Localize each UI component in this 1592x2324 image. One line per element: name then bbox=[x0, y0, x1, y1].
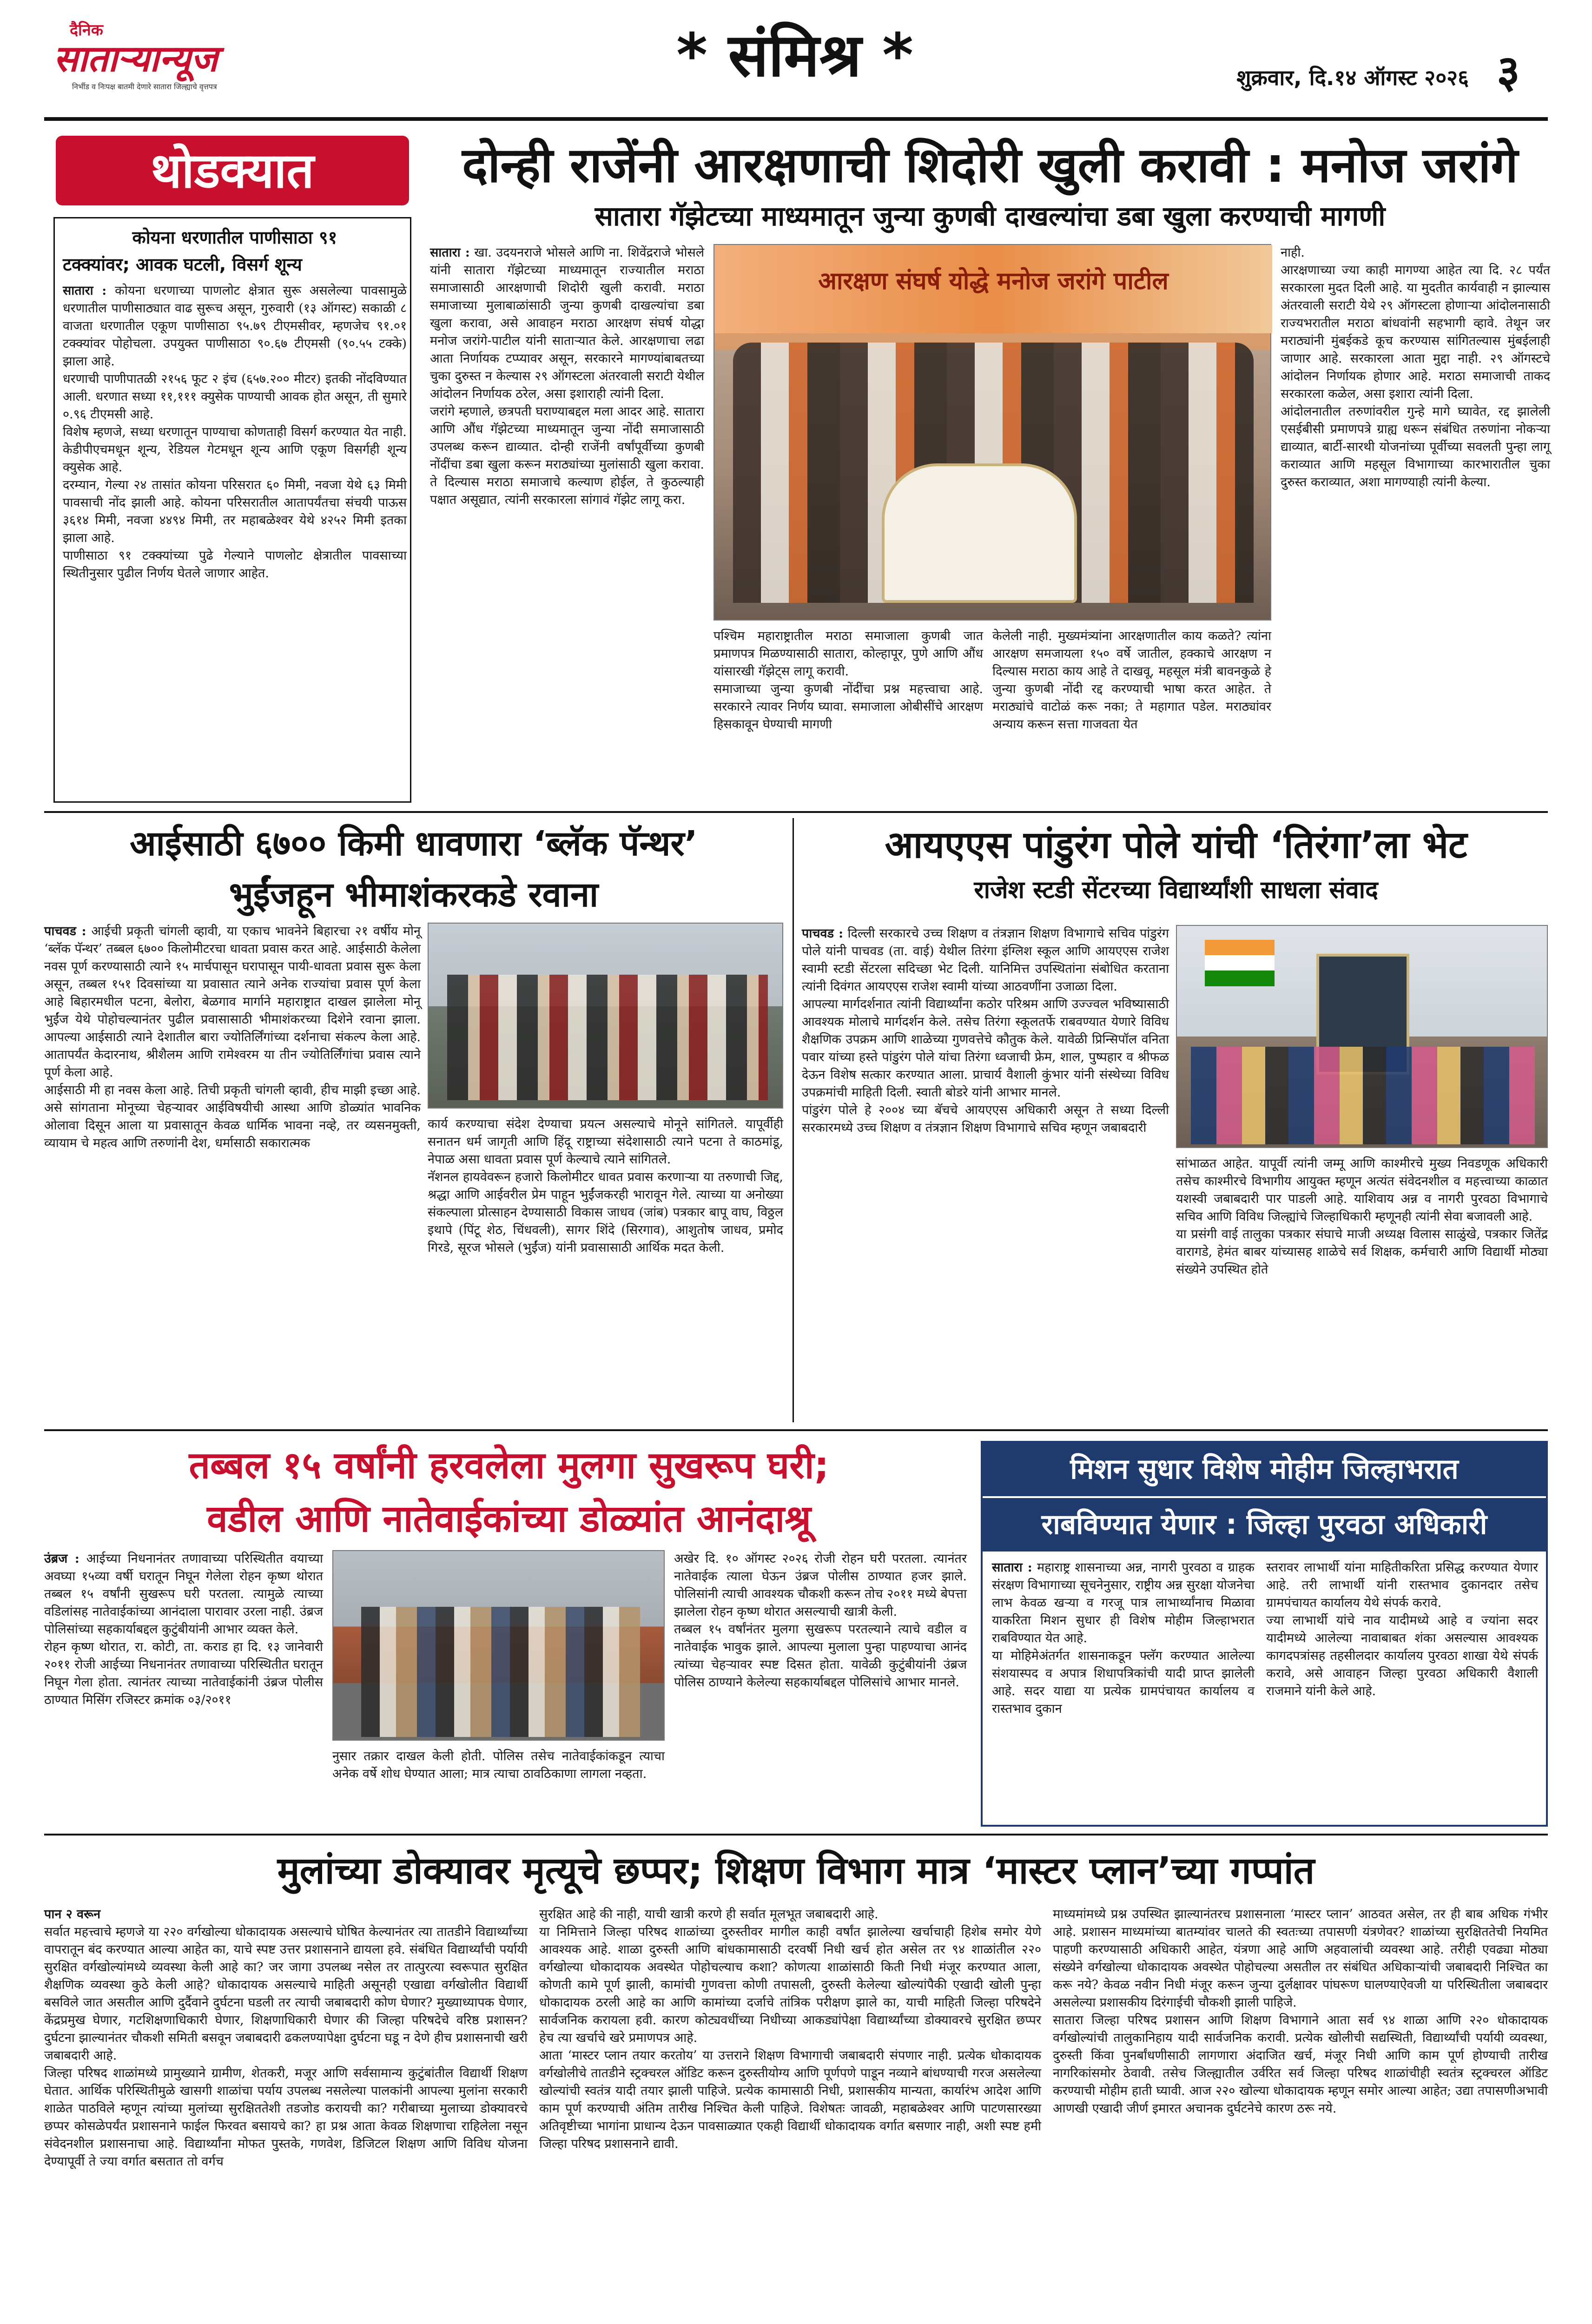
ias-photo-people bbox=[1191, 1047, 1535, 1144]
vertical-divider-mid bbox=[793, 818, 794, 1422]
lead-dateline: सातारा : bbox=[430, 245, 470, 260]
missing-headline-line2: वडील आणि नातेवाईकांच्या डोळ्यांत आनंदाश्रू bbox=[207, 1497, 811, 1540]
missing-photo bbox=[332, 1550, 665, 1741]
mission-col1 bbox=[992, 1559, 1255, 1824]
schools-headline: मुलांच्या डोक्यावर मृत्यूचे छप्पर; शिक्षण विभाग मात्र ‘मास्टर प्लान’च्या गप्पांत bbox=[277, 1849, 1315, 1892]
panther-headline-line2: भुईंजहून भीमाशंकरकडे रवाना bbox=[229, 875, 599, 915]
panther-dateline: पाचवड : bbox=[44, 924, 86, 938]
lead-photo bbox=[713, 244, 1271, 621]
ias-col1-text: दिल्ली सरकारचे उच्च शिक्षण व तंत्रज्ञान शिक्षण विभागाचे सचिव पांडुरंग पोले यांनी पाचवड (ता. वाई) येथील तिरंगा इंग्लिश स्कूल आणि आयएएस राजेश स्वामी स्टडी सेंटरला सदिच्छा भेट दिली. यानिमित्त उपस्थितांना संबोधित करताना त्यांनी दिवंगत आयएएस राजेश स्वामी यांच्या आठवणींना उजाळा दिला. आपल्या मार्गदर्शनात त्यांनी विद्यार्थ्यांना कठोर परिश्रम आणि उज्ज्वल भविष्यासाठी आवश्यक मोलाचे मार्गदर्शन केले. तसेच तिरंगा स्कूलतर्फे राबवण्यात येणारे विविध शैक्षणिक उपक्रम आणि शाळेच्या गुणवत्तेचे कौतुक केले. यावेळी प्रिन्सिपॉल वनिता पवार यांच्या हस्ते पांडुरंग पोले यांचा तिरंगा ध्वजाची फ्रेम, शाल, पुष्पहार व श्रीफळ देऊन विशेष सत्कार करण्यात आला. प्राचार्य वैशाली कुंभार यांनी संस्थेच्या विविध उपक्रमांची माहिती दिली. स्वाती बोडरे यांनी आभार मानले. पांडुरंग पोले हे २००४ च्या बॅचचे आयएएस अधिकारी असून ते सध्या दिल्ली सरकारमध्ये उच्च शिक्षण व तंत्रज्ञान शिक्षण विभागाचे सचिव म्हणून जबाबदारी bbox=[802, 926, 1169, 1135]
divider-3 bbox=[44, 1834, 1548, 1835]
thodkyat-headline-line2: टक्क्यांवर; आवक घटली, विसर्ग शून्य bbox=[63, 254, 302, 275]
mission-col2: स्तरावर लाभार्थी यांना माहितीकरिता प्रसिद्ध करण्यात येणार आहे. तरी लाभार्थी यांनी रास्तभाव दुकानदार तसेच ग्रामपंचायत कार्यालय येथे संपर्क करावे. ज्या लाभार्थी यांचे नाव यादीमध्ये आहे व ज्यांना सदर यादीमध्ये आलेल्या नावाबाबत शंका असल्यास आवश्यक कागदपत्रांसह तहसीलदार कार्यालय पुरवठा शाखा येथे संपर्क करावे, असे आवाहन जिल्हा पुरवठा अधिकारी वैशाली राजमाने यांनी केले आहे. bbox=[1266, 1560, 1538, 1698]
thodkyat-headline-line1: कोयना धरणातील पाणीसाठा ९१ bbox=[132, 227, 337, 248]
section-title: * संमिश्र * bbox=[676, 21, 913, 90]
ias-col2: सांभाळत आहेत. यापूर्वी त्यांनी जम्मू आणि काश्मीरचे मुख्य निवडणूक अधिकारी तसेच काश्मीरचे विभागीय आयुक्त म्हणून अत्यंत संवेदनशील व महत्त्वाच्या काळात यशस्वी जबाबदारी पार पाडली आहे. याशिवाय अन्न व नागरी पुरवठा विभागाचे सचिव आणि विविध जिल्ह्यांचे जिल्हाधिकारी म्हणूनही त्यांनी सेवा बजावली आहे. या प्रसंगी वाई तालुका पत्रकार संघाचे माजी अध्यक्ष विलास साळुंखे, पत्रकार जितेंद्र वारागडे, हेमंत बाबर यांच्यासह शाळेचे सर्व शिक्षक, कर्मचारी आणि विद्यार्थी मोठ्या संख्येने उपस्थित होते bbox=[1176, 1156, 1548, 1277]
thodkyat-dateline: सातारा : bbox=[63, 284, 107, 298]
missing-dateline: उंब्रज : bbox=[44, 1552, 79, 1566]
panther-photo-people bbox=[447, 975, 768, 1100]
mission-box bbox=[981, 1441, 1548, 1827]
divider-1 bbox=[44, 811, 1548, 813]
schools-col3: माध्यमांमध्ये प्रश्न उपस्थित झाल्यानंतरच प्रशासनाला ‘मास्टर प्लान’ आठवत असेल, तर ही बाब अधिक गंभीर आहे. प्रशासन माध्यमांच्या बातम्यांवर चालते की स्वतःच्या तपासणी यंत्रणेवर? शाळांच्या सुरक्षिततेची नियमित पाहणी करण्यासाठी अधिकारी आहेत, यंत्रणा आहे आणि अहवालांची व्यवस्था आहे. तरीही एवढ्या मोठ्या संख्येने वर्गखोल्या धोकादायक अवस्थेत पोहोचल्या असतील तर संबंधित अधिकाऱ्यांची जबाबदारी निश्चित का करू नये? केवळ नवीन निधी मंजूर करून जुन्या दुर्लक्षावर पांघरूण घालण्याऐवजी या परिस्थितीला जबाबदार असलेल्या प्रशासकीय दिरंगाईची चौकशी झाली पाहिजे. सातारा जिल्हा परिषद प्रशासन आणि शिक्षण विभागाने आता सर्व ९४ शाळा आणि २२० धोकादायक वर्गखोल्यांची तालुकानिहाय यादी सार्वजनिक करावी. प्रत्येक खोलीची सद्यस्थिती, विद्यार्थ्यांची पर्यायी व्यवस्था, दुरुस्ती किंवा पुनर्बांधणीसाठी लागणारा अंदाजित खर्च, मंजूर निधी आणि काम पूर्ण होण्याची तारीख नागरिकांसमोर ठेवावी. तसेच जिल्ह्यातील उर्वरित सर्व जिल्हा परिषद शाळांचीही स्वतंत्र स्ट्रक्चरल ऑडिट करण्याची मोहीम हाती घ्यावी. आज २२० खोल्या धोकादायक म्हणून समोर आल्या आहेत; उद्या तपासणीअभावी आणखी एखादी जीर्ण इमारत अचानक दुर्घटनेचे कारण ठरू नये. bbox=[1053, 1907, 1548, 2116]
missing-col3: अखेर दि. १० ऑगस्ट २०२६ रोजी रोहन घरी परतला. त्यानंतर नातेवाईक त्याला घेऊन उंब्रज पोलीस ठाण्यात हजर झाले. पोलिसांनी त्याची आवश्यक चौकशी करून तोच २०११ मध्ये बेपत्ता झालेला रोहन कृष्ण थोरात असल्याची खात्री केली. तब्बल १५ वर्षांनंतर मुलगा सुखरूप परतल्याने त्याचे वडील व नातेवाईक भावुक झाले. आपल्या मुलाला पुन्हा पाहण्याचा आनंद त्यांच्या चेहऱ्यावर स्पष्ट दिसत होता. यावेळी कुटुंबीयांनी उंब्रज पोलिस ठाण्याने केलेल्या सहकार्याबद्दल पोलिसांचे आभार मानले. bbox=[674, 1552, 967, 1690]
mission-headline-line1: मिशन सुधार विशेष मोहीम जिल्हाभरात bbox=[983, 1443, 1546, 1496]
lead-headline: दोन्ही राजेंनी आरक्षणाची शिदोरी खुली करावी : मनोज जरांगे bbox=[462, 137, 1518, 193]
ias-dateline: पाचवड : bbox=[802, 926, 844, 941]
masthead-rule bbox=[44, 117, 1548, 121]
mission-col1-text: महाराष्ट्र शासनाच्या अन्न, नागरी पुरवठा व ग्राहक संरक्षण विभागाच्या सूचनेनुसार, राष्ट्रीय अन्न सुरक्षा योजनेचा लाभ केवळ खऱ्या व गरजू पात्र लाभार्थ्यांनाच मिळावा याकरिता मिशन सुधार ही विशेष मोहीम जिल्हाभरात राबविण्यात येत आहे. या मोहिमेअंतर्गत शासनाकडून फ्लॅग करण्यात आलेल्या संशयास्पद व अपात्र शिधापत्रिकांची यादी प्राप्त झालेली आहे. सदर याद्या या प्रत्येक ग्रामपंचायत कार्यालय व रास्तभाव दुकान bbox=[992, 1560, 1255, 1716]
lead-col1 bbox=[430, 244, 704, 802]
missing-col1 bbox=[44, 1550, 323, 1824]
page-number: ३ bbox=[1497, 46, 1520, 98]
thodkyat-body-text: कोयना धरणाच्या पाणलोट क्षेत्रात सुरू असलेल्या पावसामुळे धरणातील पाणीसाठ्यात वाढ सुरूच असून, गुरुवारी (१३ ऑगस्ट) सकाळी ८ वाजता धरणातील एकूण पाणीसाठा ९५.७९ टीएमसीवर, म्हणजेच ९१.०१ टक्क्यांवर पोहोचला. उपयुक्त पाणीसाठा ९०.६७ टीएमसी (९०.५५ टक्के) झाला आहे. धरणाची पाणीपातळी २१५६ फूट २ इंच (६५७.२०० मीटर) इतकी नोंदविण्यात आली. धरणात सध्या ११,१११ क्युसेक पाण्याची आवक होत असून, ती सुमारे ०.९६ टीएमसी आहे. विशेष म्हणजे, सध्या धरणातून पाण्याचा कोणताही विसर्ग करण्यात येत नाही. केडीपीएचमधून शून्य, रेडियल गेटमधून शून्य आणि एकूण विसर्गही शून्य क्युसेक आहे. दरम्यान, गेल्या २४ तासांत कोयना परिसरात ६० मिमी, नवजा येथे ६३ मिमी पावसाची नोंद झाली आहे. कोयना परिसरातील आतापर्यंतचा संचयी पाऊस ३६१४ मिमी, नवजा ४४९४ मिमी, तर महाबळेश्वर येथे ४२५२ मिमी इतका झाला आहे. पाणीसाठा ९१ टक्क्यांच्या पुढे गेल्याने पाणलोट क्षेत्रातील पावसाच्या स्थितीनुसार पुढील निर्णय घेतले जाणार आहेत. bbox=[63, 284, 407, 581]
thodkyat-body bbox=[63, 282, 407, 798]
schools-continued-label: पान २ वरून bbox=[44, 1907, 101, 1921]
lead-col4: नाही. आरक्षणाच्या ज्या काही मागण्या आहेत त्या दि. २८ पर्यंत सरकारला मुदत दिली आहे. या मुदतीत कार्यवाही न झाल्यास अंतरवाली सराटी येथे २९ ऑगस्टला होणाऱ्या आंदोलनासाठी राज्यभरातील मराठा बांधवांनी सहभागी व्हावे. तेथून जर मराठ्यांनी मुंबईकडे कूच करण्यास सांगितल्यास मुंबईलाही जाणार आहे. सरकारला आता मुद्दा नाही. २९ ऑगस्टचे आंदोलन निर्णायक होणार आहे. मराठा समाजाची ताकद सरकारला कळेल, असा इशारा त्यांनी दिला. आंदोलनातील तरुणांवरील गुन्हे मागे घ्यावेत, रद्द झालेली एसईबीसी प्रमाणपत्रे ग्राह्य धरून संबंधित तरुणांना नोकऱ्या द्याव्यात, बार्टी-सारथी योजनांच्या पूर्वीच्या सवलती पुन्हा लागू कराव्यात आणि महसूल विभागाच्या कारभारातील चुका दुरुस्त कराव्यात, अशा मागण्याही त्यांनी केल्या. bbox=[1281, 245, 1550, 489]
ias-headline-line1: आयएएस पांडुरंग पोले यांची ‘तिरंगा’ला भेट bbox=[885, 823, 1467, 866]
lead-col2: पश्चिम महाराष्ट्रातील मराठा समाजाला कुणबी जात प्रमाणपत्र मिळण्यासाठी सातारा, कोल्हापूर, पुणे आणि औंध यांसारखी गॅझेट्स लागू करावी. समाजाच्या जुन्या कुणबी नोंदींचा प्रश्न महत्त्वाचा आहे. सरकारने त्यावर निर्णय घ्यावा. समाजाला ओबीसींचे आरक्षण हिसकावून घेण्याची मागणी bbox=[713, 629, 983, 732]
lead-subheadline: सातारा गॅझेटच्या माध्यमातून जुन्या कुणबी दाखल्यांचा डबा खुला करण्याची मागणी bbox=[595, 200, 1386, 232]
missing-col1-text: आईच्या निधनानंतर तणावाच्या परिस्थितीत वयाच्या अवघ्या १५व्या वर्षी घरातून निघून गेलेला रोहन कृष्ण थोरात तब्बल १५ वर्षांनी सुखरूप घरी परतला. त्यामुळे त्याच्या वडिलांसह नातेवाईकांच्या आनंदाला पारावार उरला नाही. उंब्रज पोलिसांच्या सहकार्याबद्दल कुटुंबीयांनी आभार व्यक्त केले. रोहन कृष्ण थोरात, रा. कोटी, ता. कराड हा दि. १३ जानेवारी २०११ रोजी आईच्या निधनानंतर तणावाच्या परिस्थितीत घरातून निघून गेला होता. त्यानंतर त्याच्या नातेवाईकांनी उंब्रज पोलीस ठाण्यात मिसिंग रजिस्टर क्रमांक ०३/२०११ bbox=[44, 1552, 323, 1707]
issue-date: शुक्रवार, दि.१४ ऑगस्ट २०२६ bbox=[1236, 65, 1469, 90]
schools-col1-text: सर्वात महत्त्वाचे म्हणजे या २२० वर्गखोल्या धोकादायक असल्याचे घोषित केल्यानंतर त्या तातडीने विद्यार्थ्यांच्या वापरातून बंद करण्यात आल्या आहेत का, याचे स्पष्ट उत्तर प्रशासनाने द्यायला हवे. संबंधित विद्यार्थ्यांची पर्यायी सुरक्षित वर्गखोल्यांमध्ये व्यवस्था केली आहे का? जर जागा उपलब्ध नसेल तर तात्पुरत्या स्वरूपात सुरक्षित शैक्षणिक व्यवस्था कुठे केली आहे? धोकादायक असल्याचे माहिती असूनही एखाद्या वर्गखोलीत विद्यार्थी बसविले जात असतील आणि दुर्दैवाने दुर्घटना घडली तर त्याची जबाबदारी कोण घेणार? मुख्याध्यापक घेणार, केंद्रप्रमुख घेणार, गटशिक्षणाधिकारी घेणार, शिक्षणाधिकारी घेणार की जिल्हा परिषदेचे वरिष्ठ प्रशासन? दुर्घटना झाल्यानंतर चौकशी समिती बसवून जबाबदारी ढकलण्यापेक्षा दुर्घटना घडू न देणे हीच प्रशासनाची खरी जबाबदारी आहे. जिल्हा परिषद शाळांमध्ये प्रामुख्याने ग्रामीण, शेतकरी, मजूर आणि सर्वसामान्य कुटुंबांतील विद्यार्थी शिक्षण घेतात. आर्थिक परिस्थितीमुळे खासगी शाळांचा पर्याय उपलब्ध नसलेल्या पालकांनी आपल्या मुलांना सरकारी शाळेत पाठविले म्हणून त्यांच्या मुलांच्या सुरक्षिततेशी तडजोड करायची का? गरीबाच्या मुलाच्या डोक्यावरचे छप्पर कोसळेपर्यंत प्रशासनाने फाईल फिरवत बसायचे का? हा प्रश्न आता केवळ शिक्षणाचा राहिलेला नसून संवेदनशील प्रशासनाचा आहे. विद्यार्थ्यांना मोफत पुस्तके, गणवेश, डिजिटल शिक्षण आणि विविध योजना देण्यापूर्वी ते ज्या वर्गात बसतात तो वर्गच bbox=[44, 1925, 528, 2169]
lead-photo-sofa bbox=[882, 463, 1077, 603]
schools-col2: सुरक्षित आहे की नाही, याची खात्री करणे ही सर्वात मूलभूत जबाबदारी आहे. या निमित्ताने जिल्हा परिषद शाळांच्या दुरुस्तीवर मागील काही वर्षांत झालेल्या खर्चाचाही हिशेब समोर येणे आवश्यक आहे. शाळा दुरुस्ती आणि बांधकामासाठी दरवर्षी निधी खर्च होत असेल तर ९४ शाळांतील २२० वर्गखोल्या धोकादायक अवस्थेत पोहोचल्याच कशा? कोणत्या शाळांसाठी किती निधी मंजूर करण्यात आला, कोणती कामे पूर्ण झाली, कामांची गुणवत्ता कोणी तपासली, दुरुस्ती केलेल्या खोल्यांपैकी एखादी खोली पुन्हा धोकादायक ठरली आहे का आणि कामांच्या दर्जाचे तांत्रिक परीक्षण झाले का, याची माहिती जिल्हा परिषदेने सार्वजनिक करायला हवी. कारण कोट्यवधींच्या निधीच्या आकड्यांपेक्षा विद्यार्थ्यांच्या डोक्यावरचे सुरक्षित छप्पर हेच त्या खर्चाचे खरे प्रमाणपत्र आहे. आता ‘मास्टर प्लान तयार करतोय’ या उत्तराने शिक्षण विभागाची जबाबदारी संपणार नाही. प्रत्येक धोकादायक वर्गखोलीचे तातडीने स्ट्रक्चरल ऑडिट करून दुरुस्तीयोग्य आणि पूर्णपणे पाडून नव्याने बांधण्याची गरज असलेल्या खोल्यांची स्वतंत्र यादी तयार झाली पाहिजे. प्रत्येक कामासाठी निधी, प्रशासकीय मान्यता, कार्यारंभ आदेश आणि काम पूर्ण करण्याची अंतिम तारीख निश्चित केली पाहिजे. विशेषतः जावळी, महाबळेश्वर आणि पाटणसारख्या अतिवृष्टीच्या भागांना प्राधान्य देऊन पावसाळ्यात एकही विद्यार्थी धोकादायक वर्गात बसणार नाही, अशी स्पष्ट हमी जिल्हा परिषद प्रशासनाने द्यावी. bbox=[539, 1907, 1041, 2151]
thodkyat-headline bbox=[63, 224, 407, 278]
logo-main-text: साताऱ्यान्यूज bbox=[53, 38, 218, 80]
lead-col1-text: खा. उदयनराजे भोसले आणि ना. शिवेंद्रराजे भोसले यांनी सातारा गॅझेटच्या माध्यमातून राज्यातील मराठा समाजासाठी आरक्षणाची शिदोरी खुली करावी. मराठा समाजाच्या मुलाबाळांसाठी जुन्या कुणबी दाखल्यांचा डबा खुला करावा, असे आवाहन मराठा आरक्षण संघर्ष योद्धा मनोज जरांगे-पाटील यांनी साताऱ्यात केले. आरक्षणाचा लढा आता निर्णायक टप्प्यावर असून, सरकारने मागण्यांबाबतच्या चुका दुरुस्त न केल्यास २९ ऑगस्टला अंतरवाली सराटी येथील आंदोलन निर्णायक ठरेल, असा इशाराही त्यांनी दिला. जरांगे म्हणाले, छत्रपती घराण्याबद्दल मला आदर आहे. सातारा आणि औंध गॅझेटच्या माध्यमातून जुन्या नोंदी समाजासाठी उपलब्ध करून द्याव्यात. दोन्ही राजेंनी वर्षांपूर्वीच्या कुणबी नोंदींचा डबा खुला करून मराठ्यांच्या मुलांसाठी खुला करावा. ते दिल्यास मराठा समाजाचे कल्याण होईल, ते कुठल्याही पक्षात असूद्यात, त्यांनी सरकारला सांगावं गॅझेट लागू करा. bbox=[430, 245, 704, 507]
ias-col1 bbox=[802, 925, 1169, 1427]
panther-col1-text: आईची प्रकृती चांगली व्हावी, या एकाच भावनेने बिहारचा २१ वर्षीय मोनू ‘ब्लॅक पॅन्थर’ तब्बल ६७०० किलोमीटरचा धावता प्रवास करत आहे. आईसाठी केलेला नवस पूर्ण करण्यासाठी त्याने १५ मार्चपासून घरापासून पायी-धावता प्रवास सुरू केला असून, तब्बल १५१ दिवसांच्या या प्रवासात त्याने अनेक राज्यांचा प्रवास पूर्ण केला आहे बिहारमधील पटना, बेलोरा, बेळगाव मार्गाने महाराष्ट्रात दाखल झालेला मोनू भुईंज येथे पोहोचल्यानंतर पुढील प्रवासासाठी भीमाशंकरच्या दिशेने रवाना झाला. आपल्या आईसाठी त्याने देशातील बारा ज्योतिर्लिंगांच्या दर्शनाचा संकल्प केला आहे. आतापर्यंत केदारनाथ, श्रीशैलम आणि रामेश्वरम या तीन ज्योतिर्लिंगांचा प्रवास त्याने पूर्ण केला आहे. आईसाठी मी हा नवस केला आहे. तिची प्रकृती चांगली व्हावी, हीच माझी इच्छा आहे. असे सांगताना मोनूच्या चेहऱ्यावर आईविषयीची आस्था आणि डोळ्यांत भावनिक ओलावा दिसून आला या प्रवासातून केवळ धार्मिक भावना नव्हे, तर व्यसनमुक्ती, व्यायाम चे महत्व आणि तरुणांनी देश, धर्मासाठी सकारात्मक bbox=[44, 924, 421, 1150]
logo-small-text: दैनिक bbox=[70, 21, 103, 40]
newspaper-logo bbox=[44, 19, 304, 112]
panther-headline-line1: आईसाठी ६७०० किमी धावणारा ‘ब्लॅक पॅन्थर’ bbox=[130, 824, 698, 864]
lead-photo-banner-text: आरक्षण संघर्ष योद्धे मनोज जरांगे पाटील bbox=[818, 267, 1169, 295]
missing-photo-people bbox=[361, 1607, 640, 1737]
missing-col2: नुसार तक्रार दाखल केली होती. पोलिस तसेच नातेवाईकांकडून त्याचा अनेक वर्षे शोध घेण्यात आला; मात्र त्याचा ठावठिकाणा लागला नव्हता. bbox=[332, 1749, 669, 1781]
masthead bbox=[0, 0, 1592, 121]
divider-2 bbox=[44, 1429, 1548, 1431]
ias-photo-flag bbox=[1205, 940, 1275, 986]
logo-tagline: निर्भीड व निःपक्ष बातमी देणारे सातारा जिल्ह्याचे वृत्तपत्र bbox=[72, 82, 217, 91]
panther-photo bbox=[428, 923, 783, 1109]
panther-col1 bbox=[44, 923, 421, 1425]
thodkyat-banner: थोडक्यात bbox=[56, 136, 409, 205]
missing-headline-line1: तब्बल १५ वर्षांनी हरवलेला मुलगा सुखरूप घरी; bbox=[189, 1444, 829, 1487]
mission-headline-line2: राबविण्यात येणार : जिल्हा पुरवठा अधिकारी bbox=[983, 1498, 1546, 1552]
ias-headline-line2: राजेश स्टडी सेंटरच्या विद्यार्थ्यांशी साधला संवाद bbox=[974, 876, 1378, 904]
mission-dateline: सातारा : bbox=[992, 1560, 1032, 1575]
thodkyat-box bbox=[44, 136, 416, 805]
panther-col2: कार्य करण्याचा संदेश देण्याचा प्रयत्न असल्याचे मोनूने सांगितले. यापूर्वीही सनातन धर्म जागृती आणि हिंदू राष्ट्राच्या संदेशासाठी त्याने पटना ते काठमांडू, नेपाळ असा धावता प्रवास पूर्ण केल्याचे त्याने सांगितले. नॅशनल हायवेवरून हजारो किलोमीटर धावत प्रवास करणाऱ्या या तरुणाची जिद्द, श्रद्धा आणि आईवरील प्रेम पाहून भुईंजकरही भारावून गेले. त्याच्या या अनोख्या संकल्पाला प्रोत्साहन देण्यासाठी विकास जाधव (जांब) पत्रकार बापू वाघ, विठ्ठल इथापे (पिंटू शेठ, चिंधवली), सागर शिंदे (सिरगाव), आशुतोष जाधव, प्रमोद गिरडे, सूरज भोसले (भुईंज) यांनी प्रवासासाठी आर्थिक मदत केली. bbox=[428, 1117, 783, 1255]
ias-photo bbox=[1176, 925, 1548, 1148]
schools-col1 bbox=[44, 1906, 528, 2324]
lead-col3: केलेली नाही. मुख्यमंत्र्यांना आरक्षणातील काय कळते? त्यांना आरक्षण समजायला १५० वर्षे जातील, हक्काचे आरक्षण न दिल्यास मराठा काय आहे ते दाखवू, महसूल मंत्री बावनकुळे हे जुन्या कुणबी नोंदी रद्द करण्याची भाषा करत आहेत. ते मराठ्यांचे वाटोळं करू नका; ते महागात पडेल. मराठ्यांवर अन्याय करून सत्ता गाजवता येत bbox=[992, 629, 1275, 732]
